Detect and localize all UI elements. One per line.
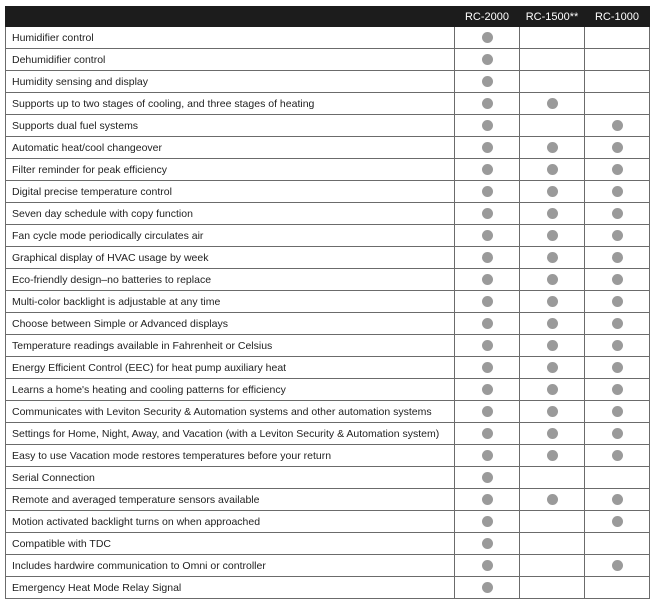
availability-cell-rc-1500	[520, 467, 585, 489]
availability-cell-rc-1500	[520, 49, 585, 71]
table-row	[6, 203, 650, 225]
feature-label: Filter reminder for peak efficiency	[6, 159, 455, 181]
included-dot-icon	[482, 120, 493, 131]
feature-label: Humidifier control	[6, 27, 455, 49]
table-row	[6, 49, 650, 71]
availability-cell-rc-2000	[455, 467, 520, 489]
availability-cell-rc-2000	[455, 357, 520, 379]
header-row	[6, 7, 650, 27]
availability-cell-rc-1500	[520, 423, 585, 445]
included-dot-icon	[482, 494, 493, 505]
table-row	[6, 269, 650, 291]
table-row	[6, 379, 650, 401]
included-dot-icon	[612, 340, 623, 351]
included-dot-icon	[612, 428, 623, 439]
table-row	[6, 159, 650, 181]
table-row	[6, 467, 650, 489]
availability-cell-rc-2000	[455, 423, 520, 445]
availability-cell-rc-1500	[520, 225, 585, 247]
availability-cell-rc-1500	[520, 247, 585, 269]
availability-cell-rc-1000	[585, 225, 650, 247]
included-dot-icon	[482, 406, 493, 417]
included-dot-icon	[482, 362, 493, 373]
availability-cell-rc-1000	[585, 269, 650, 291]
availability-cell-rc-2000	[455, 291, 520, 313]
included-dot-icon	[482, 582, 493, 593]
header-model-rc-1000: RC-1000	[585, 7, 650, 27]
feature-label: Supports up to two stages of cooling, and three stages of heating	[6, 93, 455, 115]
availability-cell-rc-2000	[455, 49, 520, 71]
availability-cell-rc-1500	[520, 203, 585, 225]
included-dot-icon	[547, 164, 558, 175]
included-dot-icon	[547, 428, 558, 439]
table-row	[6, 115, 650, 137]
feature-label: Easy to use Vacation mode restores temperatures before your return	[6, 445, 455, 467]
included-dot-icon	[612, 362, 623, 373]
header-feature-cell	[6, 7, 455, 27]
feature-label: Seven day schedule with copy function	[6, 203, 455, 225]
availability-cell-rc-1000	[585, 159, 650, 181]
included-dot-icon	[612, 516, 623, 527]
availability-cell-rc-1500	[520, 511, 585, 533]
feature-label: Humidity sensing and display	[6, 71, 455, 93]
included-dot-icon	[612, 186, 623, 197]
availability-cell-rc-1000	[585, 401, 650, 423]
table-row	[6, 423, 650, 445]
included-dot-icon	[612, 406, 623, 417]
feature-label: Graphical display of HVAC usage by week	[6, 247, 455, 269]
availability-cell-rc-1500	[520, 533, 585, 555]
included-dot-icon	[547, 450, 558, 461]
included-dot-icon	[547, 318, 558, 329]
feature-label: Eco-friendly design–no batteries to replace	[6, 269, 455, 291]
included-dot-icon	[482, 164, 493, 175]
availability-cell-rc-2000	[455, 511, 520, 533]
feature-label: Motion activated backlight turns on when approached	[6, 511, 455, 533]
included-dot-icon	[612, 450, 623, 461]
feature-label: Supports dual fuel systems	[6, 115, 455, 137]
feature-label: Emergency Heat Mode Relay Signal	[6, 577, 455, 599]
availability-cell-rc-1000	[585, 313, 650, 335]
included-dot-icon	[482, 538, 493, 549]
table-row	[6, 401, 650, 423]
table-row	[6, 313, 650, 335]
availability-cell-rc-2000	[455, 71, 520, 93]
included-dot-icon	[547, 296, 558, 307]
availability-cell-rc-1500	[520, 291, 585, 313]
feature-label: Automatic heat/cool changeover	[6, 137, 455, 159]
included-dot-icon	[547, 230, 558, 241]
availability-cell-rc-1000	[585, 137, 650, 159]
included-dot-icon	[482, 76, 493, 87]
availability-cell-rc-1000	[585, 533, 650, 555]
availability-cell-rc-2000	[455, 269, 520, 291]
included-dot-icon	[547, 186, 558, 197]
availability-cell-rc-1500	[520, 181, 585, 203]
availability-cell-rc-2000	[455, 555, 520, 577]
availability-cell-rc-1500	[520, 335, 585, 357]
availability-cell-rc-2000	[455, 159, 520, 181]
availability-cell-rc-1500	[520, 71, 585, 93]
table-row	[6, 137, 650, 159]
table-row	[6, 225, 650, 247]
table-row	[6, 181, 650, 203]
availability-cell-rc-1000	[585, 247, 650, 269]
availability-cell-rc-1000	[585, 467, 650, 489]
availability-cell-rc-1500	[520, 27, 585, 49]
included-dot-icon	[482, 516, 493, 527]
feature-label: Dehumidifier control	[6, 49, 455, 71]
availability-cell-rc-1000	[585, 115, 650, 137]
table-row	[6, 71, 650, 93]
availability-cell-rc-1500	[520, 159, 585, 181]
feature-label: Fan cycle mode periodically circulates air	[6, 225, 455, 247]
included-dot-icon	[482, 54, 493, 65]
availability-cell-rc-1000	[585, 511, 650, 533]
table-row	[6, 445, 650, 467]
included-dot-icon	[612, 230, 623, 241]
feature-label: Remote and averaged temperature sensors available	[6, 489, 455, 511]
comparison-table	[5, 6, 650, 599]
included-dot-icon	[482, 142, 493, 153]
included-dot-icon	[482, 98, 493, 109]
table-row	[6, 247, 650, 269]
included-dot-icon	[482, 340, 493, 351]
availability-cell-rc-1000	[585, 445, 650, 467]
included-dot-icon	[612, 142, 623, 153]
header-model-rc-2000: RC-2000	[455, 7, 520, 27]
availability-cell-rc-1500	[520, 445, 585, 467]
availability-cell-rc-1000	[585, 335, 650, 357]
table-row	[6, 489, 650, 511]
included-dot-icon	[612, 318, 623, 329]
included-dot-icon	[547, 406, 558, 417]
included-dot-icon	[547, 98, 558, 109]
included-dot-icon	[482, 274, 493, 285]
included-dot-icon	[482, 450, 493, 461]
included-dot-icon	[482, 208, 493, 219]
included-dot-icon	[547, 274, 558, 285]
availability-cell-rc-2000	[455, 489, 520, 511]
availability-cell-rc-2000	[455, 379, 520, 401]
availability-cell-rc-2000	[455, 335, 520, 357]
availability-cell-rc-2000	[455, 401, 520, 423]
included-dot-icon	[612, 296, 623, 307]
table-row	[6, 27, 650, 49]
feature-label: Compatible with TDC	[6, 533, 455, 555]
included-dot-icon	[482, 428, 493, 439]
comparison-table-wrapper	[5, 6, 648, 599]
availability-cell-rc-2000	[455, 181, 520, 203]
included-dot-icon	[482, 560, 493, 571]
feature-label: Temperature readings available in Fahrenheit or Celsius	[6, 335, 455, 357]
availability-cell-rc-1000	[585, 49, 650, 71]
table-row	[6, 533, 650, 555]
included-dot-icon	[612, 384, 623, 395]
availability-cell-rc-2000	[455, 93, 520, 115]
included-dot-icon	[482, 472, 493, 483]
included-dot-icon	[547, 384, 558, 395]
availability-cell-rc-1000	[585, 577, 650, 599]
availability-cell-rc-1000	[585, 357, 650, 379]
availability-cell-rc-2000	[455, 137, 520, 159]
included-dot-icon	[547, 252, 558, 263]
availability-cell-rc-1500	[520, 115, 585, 137]
availability-cell-rc-1000	[585, 27, 650, 49]
table-body	[6, 27, 650, 599]
header-model-rc-1500: RC-1500**	[520, 7, 585, 27]
included-dot-icon	[612, 494, 623, 505]
included-dot-icon	[547, 142, 558, 153]
availability-cell-rc-1500	[520, 379, 585, 401]
availability-cell-rc-2000	[455, 115, 520, 137]
feature-label: Digital precise temperature control	[6, 181, 455, 203]
availability-cell-rc-1500	[520, 401, 585, 423]
availability-cell-rc-1000	[585, 181, 650, 203]
availability-cell-rc-1000	[585, 203, 650, 225]
included-dot-icon	[612, 164, 623, 175]
availability-cell-rc-1500	[520, 137, 585, 159]
availability-cell-rc-1000	[585, 423, 650, 445]
availability-cell-rc-2000	[455, 445, 520, 467]
included-dot-icon	[482, 32, 493, 43]
availability-cell-rc-1000	[585, 379, 650, 401]
included-dot-icon	[547, 208, 558, 219]
feature-label: Settings for Home, Night, Away, and Vacation (with a Leviton Security & Automation system)	[6, 423, 455, 445]
included-dot-icon	[482, 318, 493, 329]
included-dot-icon	[482, 252, 493, 263]
feature-label: Multi-color backlight is adjustable at any time	[6, 291, 455, 313]
included-dot-icon	[482, 230, 493, 241]
availability-cell-rc-1000	[585, 291, 650, 313]
availability-cell-rc-1000	[585, 555, 650, 577]
availability-cell-rc-1500	[520, 269, 585, 291]
table-row	[6, 335, 650, 357]
feature-label: Energy Efficient Control (EEC) for heat pump auxiliary heat	[6, 357, 455, 379]
included-dot-icon	[612, 208, 623, 219]
availability-cell-rc-1000	[585, 93, 650, 115]
feature-label: Communicates with Leviton Security & Automation systems and other automation systems	[6, 401, 455, 423]
availability-cell-rc-2000	[455, 203, 520, 225]
included-dot-icon	[547, 340, 558, 351]
included-dot-icon	[547, 494, 558, 505]
availability-cell-rc-1500	[520, 357, 585, 379]
availability-cell-rc-2000	[455, 533, 520, 555]
included-dot-icon	[612, 252, 623, 263]
availability-cell-rc-1000	[585, 71, 650, 93]
availability-cell-rc-1000	[585, 489, 650, 511]
included-dot-icon	[482, 296, 493, 307]
availability-cell-rc-1500	[520, 93, 585, 115]
availability-cell-rc-2000	[455, 27, 520, 49]
availability-cell-rc-1500	[520, 313, 585, 335]
feature-label: Includes hardwire communication to Omni or controller	[6, 555, 455, 577]
availability-cell-rc-1500	[520, 577, 585, 599]
table-row	[6, 93, 650, 115]
included-dot-icon	[482, 186, 493, 197]
table-row	[6, 577, 650, 599]
feature-label: Learns a home's heating and cooling patterns for efficiency	[6, 379, 455, 401]
availability-cell-rc-1500	[520, 555, 585, 577]
included-dot-icon	[612, 274, 623, 285]
included-dot-icon	[612, 120, 623, 131]
table-row	[6, 357, 650, 379]
feature-label: Choose between Simple or Advanced displays	[6, 313, 455, 335]
included-dot-icon	[612, 560, 623, 571]
table-row	[6, 555, 650, 577]
availability-cell-rc-2000	[455, 577, 520, 599]
availability-cell-rc-2000	[455, 247, 520, 269]
availability-cell-rc-2000	[455, 225, 520, 247]
availability-cell-rc-1500	[520, 489, 585, 511]
table-row	[6, 291, 650, 313]
included-dot-icon	[547, 362, 558, 373]
availability-cell-rc-2000	[455, 313, 520, 335]
feature-label: Serial Connection	[6, 467, 455, 489]
included-dot-icon	[482, 384, 493, 395]
table-row	[6, 511, 650, 533]
